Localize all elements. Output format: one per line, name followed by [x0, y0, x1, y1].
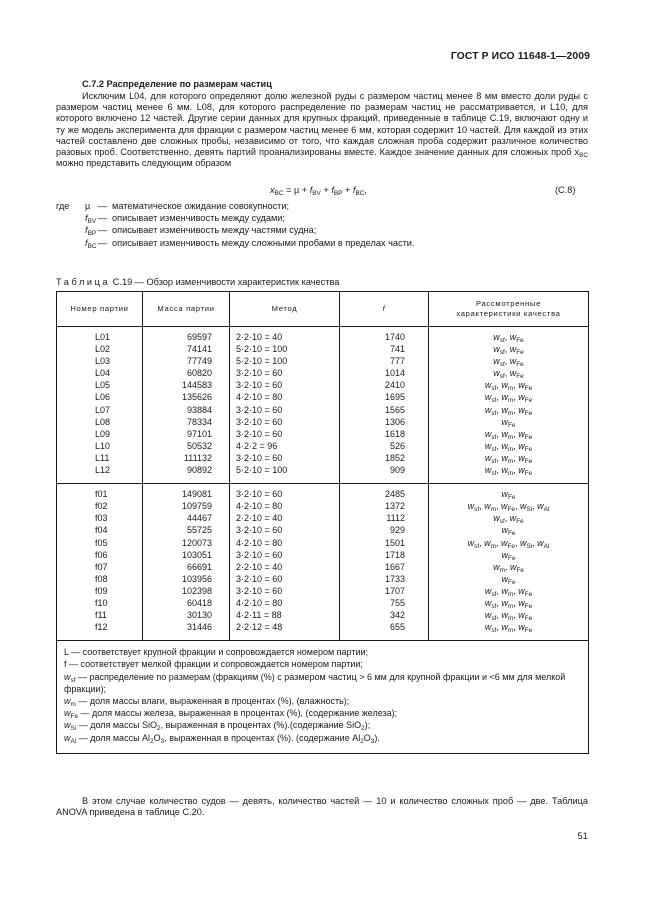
cell-method: 5·2·10 = 100: [230, 355, 340, 367]
table-row: [57, 621, 589, 641]
cell-method: 3·2·10 = 60: [230, 428, 340, 440]
table-notes-row: [57, 641, 589, 754]
cell-characteristics: $w_{sf}$, $w_m$, $w_{Fe}$: [429, 464, 589, 484]
formula-t1-sub: BV: [312, 190, 321, 197]
cell-lot-mass: 69597: [143, 327, 230, 344]
cell-lot-id: L02: [57, 343, 143, 355]
cell-f: 1501: [340, 537, 429, 549]
caption-text: С.19 — Обзор изменчивости характеристик качества: [110, 277, 340, 287]
table-row: [57, 464, 589, 484]
cell-lot-mass: 149081: [143, 484, 230, 501]
col-header-f: f: [340, 292, 429, 327]
cell-method: 3·2·10 = 60: [230, 452, 340, 464]
cell-characteristics: $w_{sf}$, $w_m$, $w_{Fe}$: [429, 379, 589, 391]
cell-characteristics: $w_m$, $w_{Fe}$: [429, 561, 589, 573]
col-header-characteristics: Рассмотренные характеристики качества: [429, 292, 589, 327]
where-text: описывает изменчивость между частями судна;: [112, 225, 317, 236]
cell-method: 3·2·10 = 60: [230, 573, 340, 585]
cell-lot-mass: 60418: [143, 597, 230, 609]
note-line: $w_{Si}$ — доля массы SiO$_2$, выраженная в процентах (%).(содержание SiO$_2$);: [64, 720, 371, 733]
cell-method: 2·2·10 = 40: [230, 561, 340, 573]
cell-lot-mass: 77749: [143, 355, 230, 367]
where-text: описывает изменчивость между сложными пробами в пределах части.: [112, 237, 415, 248]
where-dash: —: [98, 213, 108, 224]
cell-method: 3·2·10 = 60: [230, 404, 340, 416]
table-row: [57, 416, 589, 428]
cell-lot-id: L06: [57, 391, 143, 403]
closing-text: В этом случае количество судов — девять, количество частей — 10 и количество сложных проб — две. Таблица ANOVA приведена в таблице С.20.: [56, 796, 588, 818]
cell-method: 4·2·10 = 80: [230, 391, 340, 403]
cell-characteristics: $w_{sf}$, $w_m$, $w_{Fe}$: [429, 621, 589, 641]
formula-plus: +: [320, 185, 332, 195]
cell-lot-mass: 55725: [143, 524, 230, 536]
closing-paragraph: [56, 796, 588, 818]
note-line: $w_{Al}$ — доля массы $Al_2O_3$, выраженная в процентах (%). (содержание $Al_2O_3$).: [64, 732, 380, 745]
cell-lot-id: f05: [57, 537, 143, 549]
cell-lot-id: L08: [57, 416, 143, 428]
where-dash: —: [98, 225, 108, 236]
table-row: [57, 484, 589, 501]
formula-lhs-sub: BC: [274, 190, 284, 197]
cell-lot-id: L04: [57, 367, 143, 379]
cell-method: 4·2·11 = 88: [230, 609, 340, 621]
cell-lot-id: f10: [57, 597, 143, 609]
cell-lot-mass: 103051: [143, 549, 230, 561]
col-header-method: Метод: [230, 292, 340, 327]
cell-lot-mass: 97101: [143, 428, 230, 440]
cell-characteristics: $w_{sf}$, $w_m$, $w_{Fe}$: [429, 391, 589, 403]
cell-lot-mass: 74141: [143, 343, 230, 355]
cell-lot-id: f07: [57, 561, 143, 573]
table-row: [57, 343, 589, 355]
section-paragraph: [56, 91, 588, 169]
cell-characteristics: $w_{sf}$, $w_{Fe}$: [429, 327, 589, 344]
paragraph-end: можно представить следующим образом: [56, 158, 232, 169]
cell-f: 909: [340, 464, 429, 484]
cell-characteristics: $w_{sf}$, $w_m$, $w_{Fe}$: [429, 428, 589, 440]
cell-characteristics: $w_{sf}$, $w_m$, $w_{Fe}$: [429, 452, 589, 464]
table-row: [57, 537, 589, 549]
cell-method: 3·2·10 = 60: [230, 379, 340, 391]
table-row: [57, 428, 589, 440]
where-text: описывает изменчивость между судами;: [112, 213, 285, 224]
table-header-row: [57, 292, 589, 327]
table-caption: [56, 277, 339, 288]
cell-lot-id: L12: [57, 464, 143, 484]
cell-f: 1112: [340, 512, 429, 524]
formula-number: (С.8): [555, 185, 576, 195]
table-notes: [57, 641, 589, 754]
document-header: ГОСТ Р ИСО 11648-1—2009: [450, 51, 590, 62]
note-line: f — соответствует мелкой фракции и сопровождается номером партии;: [64, 659, 363, 670]
cell-lot-id: f01: [57, 484, 143, 501]
cell-f: 1733: [340, 573, 429, 585]
col-header-mass: Масса партии: [143, 292, 230, 327]
formula-plus: +: [342, 185, 353, 195]
table-row: [57, 609, 589, 621]
table-row: [57, 379, 589, 391]
where-dash: —: [98, 237, 108, 248]
cell-lot-mass: 109759: [143, 500, 230, 512]
cell-characteristics: $w_{sf}$, $w_m$, $w_{Fe}$: [429, 404, 589, 416]
cell-lot-mass: 120073: [143, 537, 230, 549]
cell-lot-mass: 78334: [143, 416, 230, 428]
paragraph-sub: BC: [579, 152, 588, 160]
table-row: [57, 404, 589, 416]
table-row: [57, 561, 589, 573]
cell-lot-mass: 144583: [143, 379, 230, 391]
cell-lot-mass: 111132: [143, 452, 230, 464]
where-symbol: $f_{BC}$: [85, 237, 97, 250]
cell-lot-mass: 102398: [143, 585, 230, 597]
where-text: математическое ожидание совокупности;: [112, 201, 290, 211]
cell-method: 3·2·10 = 60: [230, 549, 340, 561]
cell-f: 2485: [340, 484, 429, 501]
table-row: [57, 512, 589, 524]
cell-method: 5·2·10 = 100: [230, 464, 340, 484]
cell-characteristics: $w_{sf}$, $w_{Fe}$: [429, 367, 589, 379]
cell-f: 2410: [340, 379, 429, 391]
cell-lot-mass: 93884: [143, 404, 230, 416]
table-row: [57, 524, 589, 536]
cell-lot-mass: 60820: [143, 367, 230, 379]
cell-method: 2·2·10 = 40: [230, 327, 340, 344]
cell-f: 1695: [340, 391, 429, 403]
cell-method: 3·2·10 = 60: [230, 484, 340, 501]
cell-f: 655: [340, 621, 429, 641]
cell-method: 3·2·10 = 60: [230, 585, 340, 597]
formula-eq: = µ +: [283, 185, 310, 195]
cell-f: 1372: [340, 500, 429, 512]
cell-method: 4·2·10 = 80: [230, 537, 340, 549]
cell-characteristics: $w_{Fe}$: [429, 549, 589, 561]
cell-characteristics: $w_{sf}$, $w_m$, $w_{Fe}$, $w_{Si}$, $w_{Al}$: [429, 537, 589, 549]
formula-c8: [270, 185, 367, 196]
note-line: $w_m$ — доля массы влаги, выраженная в процентах (%), (влажность);: [64, 696, 350, 709]
cell-f: 1306: [340, 416, 429, 428]
table-row: [57, 440, 589, 452]
formula-t1: f: [309, 185, 313, 195]
paragraph-text: Исключим L04, для которого определяют долю железной руды с размером частиц менее 8 мм вместо доли руды с размером частиц менее 6 мм. L08, для которого распределение по размерам частиц не рассматривается, и L10, для которого включено 12 частей. Другие серии данных для крупных фракций, приведенные в таблице С.19, включают одну и ту же модель эксперимента для фракции с размером частиц менее 6 мм, которая содержит 10 частей. Для каждой из этих частей составлено две сложных пробы, независимо от того, что каждая сложная проба содержит различное количество разовых проб. Соответственно, девять партий проанализированы вместе. Каждое значение данных для сложных проб x: [56, 91, 588, 158]
cell-characteristics: $w_{sf}$, $w_m$, $w_{Fe}$: [429, 609, 589, 621]
cell-method: 3·2·10 = 60: [230, 416, 340, 428]
where-label: где: [56, 201, 70, 211]
cell-lot-id: L10: [57, 440, 143, 452]
cell-f: 526: [340, 440, 429, 452]
cell-lot-mass: 66691: [143, 561, 230, 573]
cell-characteristics: $w_{Fe}$: [429, 484, 589, 501]
table-row: [57, 585, 589, 597]
formula-lhs: x: [270, 185, 275, 195]
table-row: [57, 500, 589, 512]
cell-f: 1014: [340, 367, 429, 379]
cell-lot-id: f09: [57, 585, 143, 597]
cell-f: 1718: [340, 549, 429, 561]
formula-t3: f: [352, 185, 356, 195]
where-symbol: µ: [85, 201, 91, 211]
cell-lot-mass: 30130: [143, 609, 230, 621]
note-line: $w_{sf}$ — распределение по размерам (фракциям (%) с размером частиц > 6 мм для крупной фракции и <6 мм для мелкой фракции);: [64, 671, 566, 694]
cell-f: 741: [340, 343, 429, 355]
cell-characteristics: $w_{sf}$, $w_m$, $w_{Fe}$: [429, 597, 589, 609]
note-line: $w_{Fe}$ — доля массы железа, выраженная в процентах (%), (содержание железа);: [64, 708, 398, 721]
cell-method: 3·2·10 = 60: [230, 524, 340, 536]
cell-f: 929: [340, 524, 429, 536]
formula-tail: ,: [364, 185, 367, 195]
where-symbol: $f_{BV}$: [85, 213, 97, 226]
cell-lot-mass: 103956: [143, 573, 230, 585]
formula-t3-sub: BC: [355, 190, 365, 197]
col-header-id: Номер партии: [57, 292, 143, 327]
cell-f: 755: [340, 597, 429, 609]
table-row: [57, 391, 589, 403]
table-row: [57, 367, 589, 379]
cell-method: 4·2·10 = 80: [230, 500, 340, 512]
cell-lot-id: L01: [57, 327, 143, 344]
table-row: [57, 549, 589, 561]
cell-characteristics: $w_{Fe}$: [429, 524, 589, 536]
cell-method: 2·2·10 = 40: [230, 512, 340, 524]
cell-lot-id: L07: [57, 404, 143, 416]
cell-lot-id: f08: [57, 573, 143, 585]
cell-lot-id: L11: [57, 452, 143, 464]
cell-lot-id: f02: [57, 500, 143, 512]
cell-lot-id: f12: [57, 621, 143, 641]
cell-lot-mass: 44467: [143, 512, 230, 524]
table-row: [57, 355, 589, 367]
note-line: L — соответствует крупной фракции и сопровождается номером партии;: [64, 647, 369, 658]
cell-lot-id: L05: [57, 379, 143, 391]
cell-characteristics: $w_{sf}$, $w_m$, $w_{Fe}$: [429, 440, 589, 452]
cell-lot-id: f04: [57, 524, 143, 536]
cell-f: 1667: [340, 561, 429, 573]
cell-characteristics: $w_{sf}$, $w_{Fe}$: [429, 512, 589, 524]
section-title: С.7.2 Распределение по размерам частиц: [82, 79, 272, 89]
cell-method: 4·2·10 = 80: [230, 597, 340, 609]
cell-f: 1740: [340, 327, 429, 344]
cell-method: 2·2·12 = 48: [230, 621, 340, 641]
cell-characteristics: $w_{sf}$, $w_{Fe}$: [429, 355, 589, 367]
formula-t2: f: [331, 185, 334, 195]
cell-lot-mass: 31446: [143, 621, 230, 641]
cell-f: 1852: [340, 452, 429, 464]
cell-lot-id: f06: [57, 549, 143, 561]
cell-characteristics: $w_{Fe}$: [429, 416, 589, 428]
cell-characteristics: $w_{sf}$, $w_{Fe}$: [429, 343, 589, 355]
cell-f: 1618: [340, 428, 429, 440]
table-row: [57, 573, 589, 585]
cell-characteristics: $w_{Fe}$: [429, 573, 589, 585]
cell-lot-id: f03: [57, 512, 143, 524]
cell-lot-mass: 50532: [143, 440, 230, 452]
cell-f: 777: [340, 355, 429, 367]
where-symbol: $f_{BP}$: [85, 225, 97, 238]
cell-f: 1707: [340, 585, 429, 597]
cell-lot-id: f11: [57, 609, 143, 621]
table-row: [57, 327, 589, 344]
caption-word: Таблица: [56, 277, 111, 287]
cell-characteristics: $w_{sf}$, $w_m$, $w_{Fe}$: [429, 585, 589, 597]
cell-lot-id: L03: [57, 355, 143, 367]
table-row: [57, 597, 589, 609]
page-number: 51: [577, 831, 588, 842]
formula-t2-sub: BP: [333, 190, 343, 197]
cell-method: 3·2·10 = 60: [230, 367, 340, 379]
cell-method: 4·2·2 = 96: [230, 440, 340, 452]
cell-f: 1565: [340, 404, 429, 416]
cell-characteristics: $w_{sf}$, $w_m$, $w_{Fe}$, $w_{Si}$, $w_{Al}$: [429, 500, 589, 512]
table-row: [57, 452, 589, 464]
where-dash: —: [98, 201, 108, 211]
cell-f: 342: [340, 609, 429, 621]
quality-variability-table: [56, 291, 589, 754]
cell-lot-id: L09: [57, 428, 143, 440]
cell-lot-mass: 90892: [143, 464, 230, 484]
cell-method: 5·2·10 = 100: [230, 343, 340, 355]
cell-lot-mass: 135626: [143, 391, 230, 403]
